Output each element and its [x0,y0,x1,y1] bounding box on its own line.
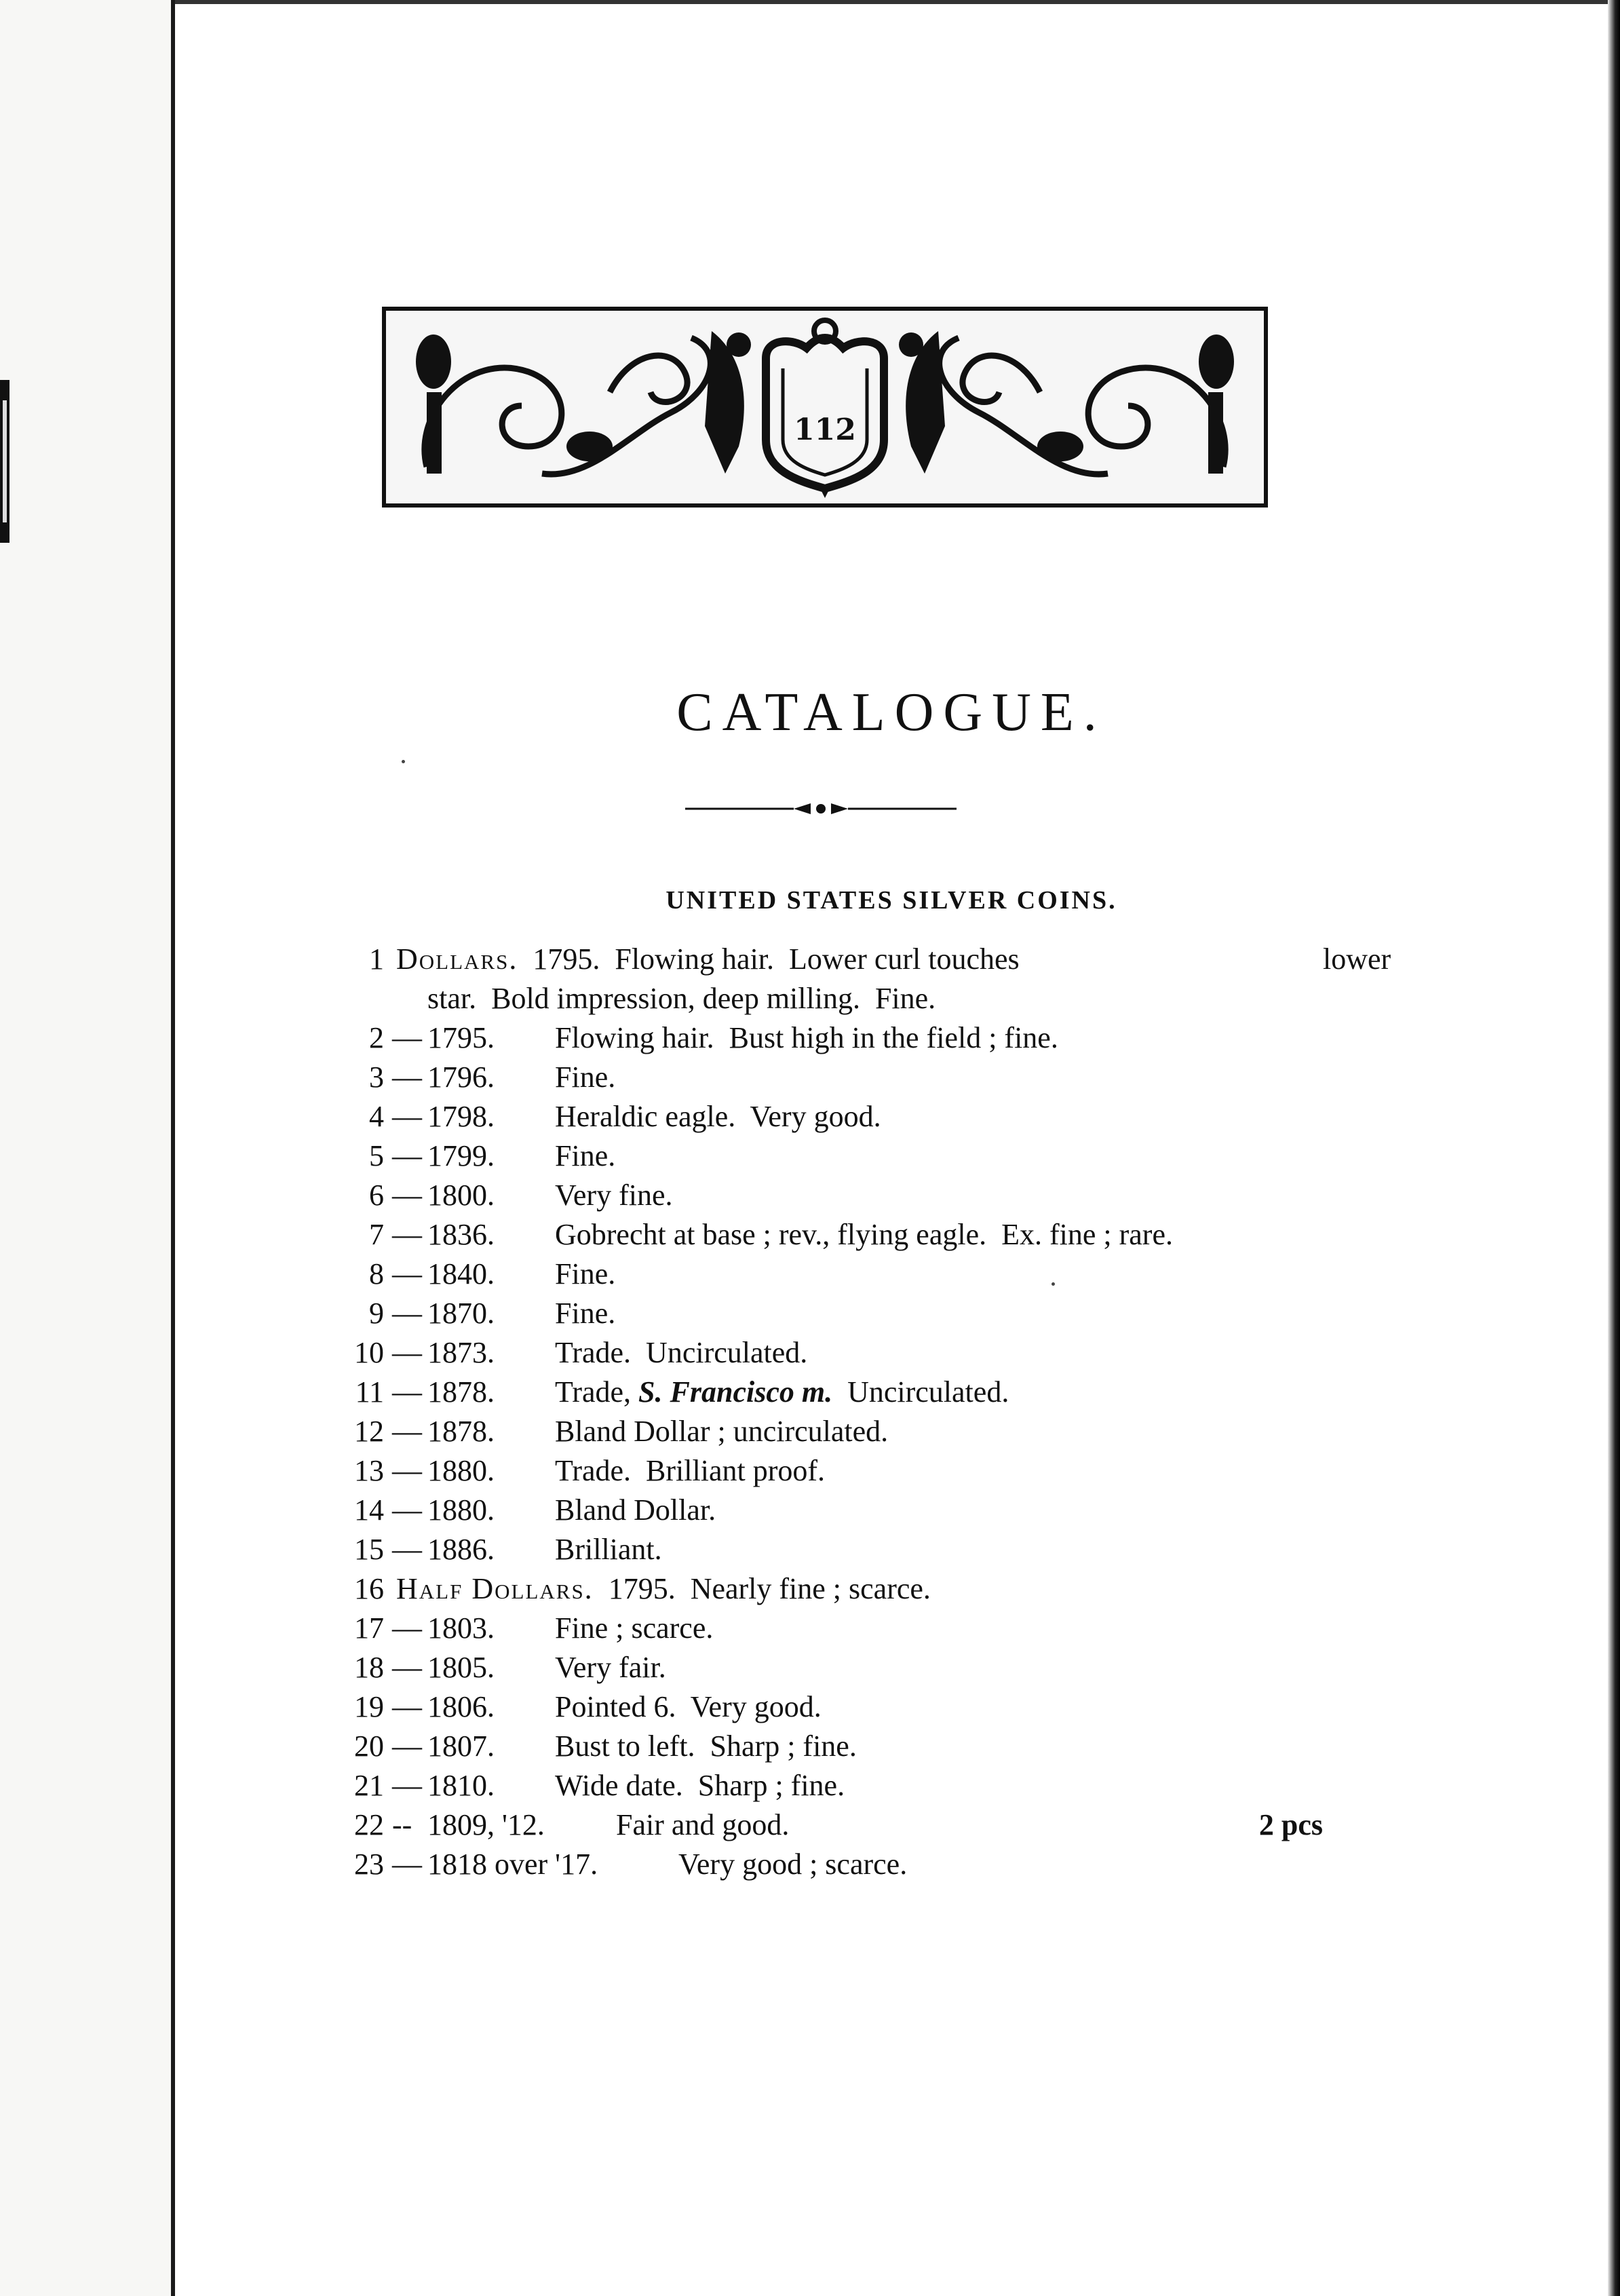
entry-year: 1803. [427,1611,495,1645]
section-heading: UNITED STATES SILVER COINS. [666,886,1117,915]
entry-number: 21 [354,1769,384,1802]
ditto-dash: — [392,1297,422,1330]
entry-description [555,1373,1009,1412]
page-number: 112 [794,413,856,447]
entry-year: 1799. [427,1139,495,1172]
entry-year: 1809, '12. [427,1808,545,1841]
ditto-dash: — [392,1533,422,1566]
catalogue-entry [326,1727,1323,1766]
entry-year: 1878. [427,1375,495,1409]
entry-number: 12 [354,1415,384,1448]
entry-description: 1795. Nearly fine ; scarce. [608,1572,931,1605]
ditto-dash: — [392,1021,422,1054]
entry-year: 1880. [427,1454,495,1487]
ditto-dash: — [392,1454,422,1487]
catalogue-entry [326,1491,1323,1530]
entry-number: 3 [369,1060,384,1094]
catalogue-entry [326,1333,1323,1373]
entry-year: 1798. [427,1100,495,1133]
entry-number: 22 [354,1808,384,1841]
catalogue-entry [326,1255,1323,1294]
binding-edge [171,0,175,2296]
entry-text-continued: star. Bold impression, deep milling. Fine. [427,982,936,1015]
entry-description: Bust to left. Sharp ; fine. [555,1729,857,1763]
ditto-dash: — [392,1139,422,1172]
entry-description: Fair and good. [616,1808,790,1841]
entry-number: 10 [354,1336,384,1369]
ditto-dash: — [392,1415,422,1448]
page-title: CATALOGUE. [676,683,1106,742]
entry-description-pre: Trade, [555,1375,639,1409]
ditto-dash: — [392,1848,422,1881]
catalogue-entry [326,1176,1323,1215]
page-right-edge [1608,0,1620,2296]
entry-number: 17 [354,1611,384,1645]
entry-quantity: 2 pcs [1258,1808,1323,1841]
entry-heading: Half Dollars. [396,1572,594,1605]
catalogue-entry [326,1097,1323,1136]
ditto-dash: — [392,1336,422,1369]
paper-speck [402,760,405,763]
ditto-dash: — [392,1179,422,1212]
catalogue-entry [326,1451,1323,1491]
entry-description: Fine. [555,1139,616,1172]
entry-number: 4 [369,1100,384,1133]
catalogue-entry [326,1609,1323,1648]
catalogue-entry [326,1058,1323,1097]
entry-year: 1805. [427,1651,495,1684]
entry-description-post: Uncirculated. [832,1375,1009,1409]
entry-year: 1795. [427,1021,495,1054]
top-edge [175,0,1608,4]
entry-number: 14 [354,1493,384,1527]
entry-number: 16 [354,1572,384,1605]
ditto-dash: — [392,1218,422,1251]
ditto-dash: — [392,1729,422,1763]
entry-description: Bland Dollar. [555,1493,716,1527]
catalogue-entry [326,940,1391,1018]
catalogue-entry [326,1018,1323,1058]
entry-number: 7 [369,1218,384,1251]
entry-description: Very good ; scarce. [678,1848,908,1881]
entry-description: Fine. [555,1297,616,1330]
entry-number: 15 [354,1533,384,1566]
entry-description: Very fair. [555,1651,666,1684]
entry-description: Wide date. Sharp ; fine. [555,1769,845,1802]
entry-number: 6 [369,1179,384,1212]
ditto-dash: — [392,1100,422,1133]
entry-number: 20 [354,1729,384,1763]
entry-description: Fine. [555,1257,616,1290]
entry-year: 1800. [427,1179,495,1212]
entry-description: Very fine. [555,1179,673,1212]
entry-description: Fine ; scarce. [555,1611,714,1645]
entry-description: Heraldic eagle. Very good. [555,1100,881,1133]
entry-heading: Dollars. [396,942,518,976]
entry-year: 1840. [427,1257,495,1290]
entry-year: 1818 over '17. [427,1848,598,1881]
entry-number: 5 [369,1139,384,1172]
entry-number: 13 [354,1454,384,1487]
entry-number: 9 [369,1297,384,1330]
entry-year: 1796. [427,1060,495,1094]
catalogue-entry [326,1530,1323,1569]
binding-tab-inner [3,400,7,522]
entry-year: 1806. [427,1690,495,1723]
title-divider [685,801,957,817]
entry-description: Trade. Brilliant proof. [555,1454,825,1487]
ornamental-header-band [382,307,1268,508]
ditto-dash: — [392,1611,422,1645]
entry-number: 8 [369,1257,384,1290]
entry-number: 18 [354,1651,384,1684]
ditto-dash: — [392,1651,422,1684]
catalogue-entry [326,1294,1323,1333]
catalogue-entry [326,1373,1323,1412]
page-gutter [0,0,175,2296]
entry-text: 1795. Flowing hair. Lower curl touches [533,942,1020,976]
catalogue-entry [326,1215,1323,1255]
entry-number: 11 [355,1375,384,1409]
entry-year: 1880. [427,1493,495,1527]
catalogue-entry [326,1805,1323,1845]
entry-year: 1810. [427,1769,495,1802]
catalogue-entry [326,1648,1323,1687]
ditto-dash: — [392,1060,422,1094]
entry-year: 1873. [427,1336,495,1369]
ditto-dash: — [392,1257,422,1290]
catalogue-entry [326,1845,1323,1884]
catalogue-entry [326,1569,1323,1609]
entry-year: 1878. [427,1415,495,1448]
catalogue-entry [326,1136,1323,1176]
entry-description-italic: S. Francisco m. [638,1375,833,1409]
entry-year: 1807. [427,1729,495,1763]
entry-description: Gobrecht at base ; rev., flying eagle. Ex. fine ; rare. [555,1218,1173,1251]
ditto-dash: -- [392,1808,412,1841]
catalogue-entry [326,1687,1323,1727]
ditto-dash: — [392,1375,422,1409]
entry-description: Pointed 6. Very good. [555,1690,822,1723]
paper-speck [1052,1282,1055,1286]
entry-description: Bland Dollar ; uncirculated. [555,1415,889,1448]
entry-year: 1886. [427,1533,495,1566]
entry-description: Brilliant. [555,1533,662,1566]
entry-description: Trade. Uncirculated. [555,1336,808,1369]
ornament-scrollwork [386,311,1264,503]
ditto-dash: — [392,1493,422,1527]
ditto-dash: — [392,1690,422,1723]
entry-number: 23 [354,1848,384,1881]
entry-text-end: lower [1323,942,1391,976]
entry-year: 1870. [427,1297,495,1330]
catalogue-entry [326,1412,1323,1451]
entry-description: Flowing hair. Bust high in the field ; fine. [555,1021,1058,1054]
ditto-dash: — [392,1769,422,1802]
catalogue-entry [326,1766,1323,1805]
entry-number: 2 [369,1021,384,1054]
entry-description: Fine. [555,1060,616,1094]
entry-number: 1 [369,942,384,976]
entry-year: 1836. [427,1218,495,1251]
catalogue-list [326,940,1391,1884]
entry-number: 19 [354,1690,384,1723]
